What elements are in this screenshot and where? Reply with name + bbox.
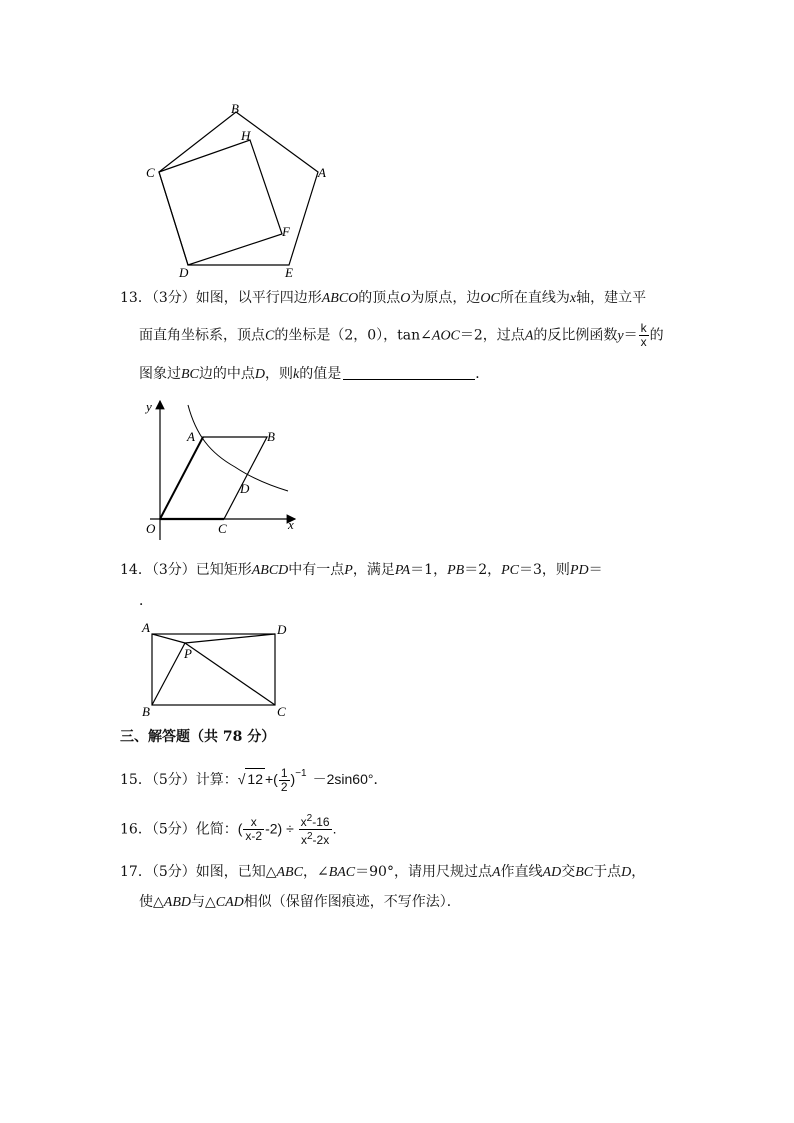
label-A: A (187, 429, 195, 444)
text: ＝3，则 (519, 562, 570, 578)
text: D (621, 865, 632, 880)
text: ＝2，过点 (459, 327, 525, 344)
text: ＝90°，请用尺规过点 (355, 864, 492, 880)
text: 为原点，边 (410, 290, 481, 306)
label-B: B (231, 101, 239, 116)
text: 所在直线为 (499, 290, 570, 306)
text: 与△ (191, 894, 216, 910)
label-E: E (285, 265, 293, 280)
label-C: C (277, 704, 286, 718)
text: 图象过 (139, 366, 181, 382)
text: PA (394, 563, 411, 578)
denominator (299, 830, 332, 847)
text: 中有一点 (288, 562, 345, 578)
text: k (293, 367, 300, 382)
text: 交 (561, 864, 576, 880)
text: y (617, 328, 624, 344)
text: AOC (431, 328, 460, 344)
text: ＝ (588, 562, 603, 578)
text: ，∠ (302, 864, 329, 880)
text: BAC (328, 865, 356, 880)
fraction-quadratic (299, 812, 332, 847)
text: ABD (163, 895, 191, 910)
segment-PC (185, 643, 275, 705)
denominator: 2 (280, 779, 288, 794)
section-heading: 三、解答题（共 78 分） (120, 729, 276, 745)
label-C: C (218, 521, 227, 536)
text: ( (237, 820, 243, 837)
exponent: −1 (295, 768, 307, 779)
text: D (254, 367, 266, 382)
question-number: 13．（3分） (120, 290, 196, 306)
text: 的顶点 (358, 290, 401, 306)
pentagon-outline (159, 112, 318, 265)
text: ＝2， (464, 562, 502, 578)
text: ，则 (265, 366, 294, 382)
answer-blank[interactable] (343, 365, 475, 380)
label-O: O (146, 521, 156, 536)
text: C (265, 328, 275, 344)
text: . (332, 820, 337, 837)
text: 的坐标是（2，0），tan∠ (274, 327, 432, 344)
label-A: A (318, 165, 326, 180)
label-B: B (142, 704, 150, 718)
label-H: H (241, 128, 251, 143)
question-17-line-2 (139, 892, 461, 913)
text: BC (181, 367, 199, 382)
segment-OA-bold (160, 437, 203, 519)
question-13-line-2 (139, 322, 664, 349)
numerator: x (243, 816, 264, 830)
numerator: 1 (280, 765, 288, 780)
text: AD (542, 865, 562, 880)
question-14-line-2 (139, 591, 153, 611)
question-15 (120, 764, 387, 794)
text: ， (631, 864, 646, 880)
text: CAD (215, 895, 244, 910)
sqrt-symbol: √ (237, 771, 246, 787)
label-D: D (179, 265, 189, 280)
text: PD (569, 563, 589, 578)
exponent: 2 (306, 831, 313, 842)
text: PC (501, 563, 520, 578)
question-number: 17．（5分）如图，已知△ (120, 864, 277, 880)
question-17-line-1 (120, 862, 645, 883)
fraction-k-over-x (639, 322, 649, 349)
question-14-line-1 (120, 560, 603, 581)
question-number: 15．（5分）计算： (120, 772, 238, 788)
numerator (299, 812, 332, 830)
text: 相似（保留作图痕迹，不写作法）． (243, 894, 461, 910)
question-13-line-1 (120, 288, 646, 309)
label-B: B (267, 429, 275, 444)
text: x (300, 833, 307, 847)
text: 如图，以平行四边形 (195, 290, 322, 306)
text: PB (447, 563, 465, 578)
rectangle-figure (140, 620, 300, 718)
denominator: x-2 (245, 829, 263, 843)
question-number: 16．（5分）化简： (120, 821, 238, 838)
text: ． (475, 366, 490, 382)
pentagon-square-figure (140, 95, 340, 280)
denominator: x (640, 335, 647, 349)
question-16 (120, 812, 336, 847)
label-C: C (146, 165, 155, 180)
text: +( (265, 771, 278, 787)
segment-PA (152, 634, 185, 643)
label-D: D (240, 481, 250, 496)
text: 的值是 (299, 366, 342, 382)
label-x: x (288, 517, 294, 532)
numerator: k (640, 321, 647, 335)
text: OC (480, 291, 500, 306)
text: 轴，建立平 (576, 290, 647, 306)
text: ＝1， (410, 562, 448, 578)
fraction-x-over-x-minus-2 (243, 816, 264, 843)
text: 的反比例函数 (533, 327, 618, 344)
text: O (400, 291, 411, 306)
exponent: 2 (306, 813, 313, 824)
label-A: A (142, 620, 150, 635)
coordinate-figure (140, 395, 310, 545)
text: ) (290, 771, 296, 787)
text: -2) ÷ (265, 820, 298, 837)
text: ，满足 (352, 562, 395, 578)
label-D: D (277, 622, 287, 637)
text: BC (575, 865, 594, 880)
text: -2x (312, 833, 330, 847)
text: x (569, 291, 577, 306)
text: x (300, 815, 307, 829)
question-number: 14．（3分） (120, 562, 196, 578)
label-y: y (146, 399, 152, 414)
segment-PB (152, 643, 185, 705)
label-F: F (282, 224, 290, 239)
text: ＝ (623, 327, 638, 344)
inner-square (159, 140, 282, 265)
hyperbola-curve (188, 405, 288, 491)
text: A (491, 865, 501, 880)
segment-PD (185, 634, 275, 643)
parallelogram-ABCO (160, 437, 267, 519)
text: ABCO (321, 291, 359, 306)
text: 作直线 (500, 864, 543, 880)
text: 使△ (139, 894, 164, 910)
label-P: P (184, 646, 192, 661)
text: 于点 (593, 864, 622, 880)
fraction-one-half (279, 767, 290, 794)
text: 边的中点 (198, 366, 255, 382)
text: ABCD (251, 563, 289, 578)
text: A (524, 328, 534, 344)
text: P (344, 563, 353, 578)
text: ． (139, 593, 153, 609)
text: -16 (312, 815, 330, 829)
text: 已知矩形 (195, 562, 252, 578)
question-13-line-3 (139, 364, 489, 385)
radicand: 12 (245, 768, 265, 789)
text: 面直角坐标系，顶点 (139, 327, 265, 344)
text: －2sin60°． (312, 771, 388, 787)
text: 的 (649, 327, 664, 344)
text: ABC (276, 865, 303, 880)
